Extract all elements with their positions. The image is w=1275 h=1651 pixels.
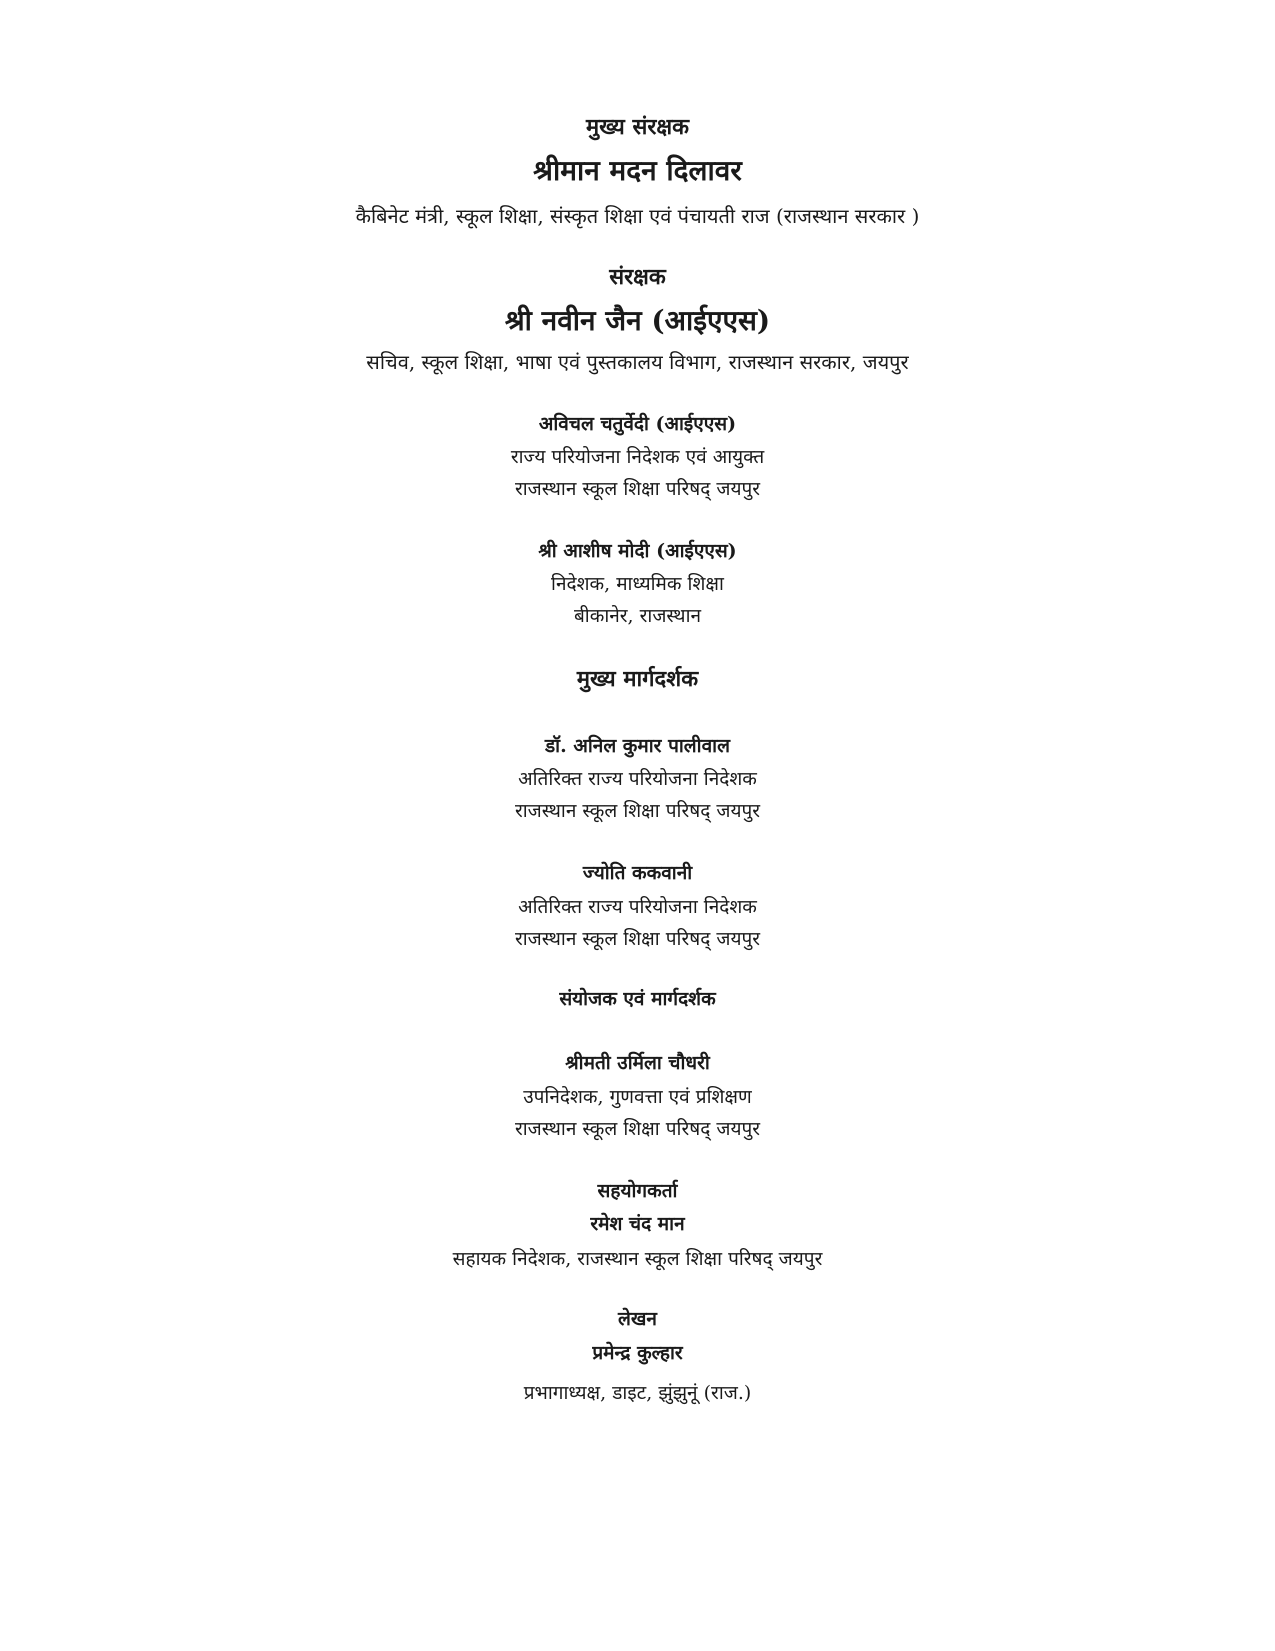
official-name: श्री आशीष मोदी (आईएएस) xyxy=(538,540,737,562)
official-name: अविचल चतुर्वेदी (आईएएस) xyxy=(538,413,737,435)
official-line: राजस्थान स्कूल शिक्षा परिषद् जयपुर xyxy=(514,478,761,500)
patron-designation: सचिव, स्कूल शिक्षा, भाषा एवं पुस्तकालय विभाग, राजस्थान सरकार, जयपुर xyxy=(366,350,909,374)
guide-line: राजस्थान स्कूल शिक्षा परिषद् जयपुर xyxy=(514,800,761,822)
convener-line: राजस्थान स्कूल शिक्षा परिषद् जयपुर xyxy=(514,1118,761,1140)
collaborator-designation: सहायक निदेशक, राजस्थान स्कूल शिक्षा परिषद् जयपुर xyxy=(452,1248,823,1270)
patron-name: श्री नवीन जैन (आईएएस) xyxy=(504,304,771,337)
author-designation: प्रभागाध्यक्ष, डाइट, झुंझुनूं (राज.) xyxy=(523,1382,752,1404)
guide-line: अतिरिक्त राज्य परियोजना निदेशक xyxy=(518,896,757,918)
official-line: निदेशक, माध्यमिक शिक्षा xyxy=(551,573,724,595)
guide-line: अतिरिक्त राज्य परियोजना निदेशक xyxy=(518,768,757,790)
convener-name: श्रीमती उर्मिला चौधरी xyxy=(565,1052,710,1074)
convener-heading: संयोजक एवं मार्गदर्शक xyxy=(559,988,716,1010)
guide-line: राजस्थान स्कूल शिक्षा परिषद् जयपुर xyxy=(514,928,761,950)
chief-patron-heading: मुख्य संरक्षक xyxy=(586,114,689,140)
chief-patron-designation: कैबिनेट मंत्री, स्कूल शिक्षा, संस्कृत शिक्षा एवं पंचायती राज (राजस्थान सरकार ) xyxy=(355,204,920,228)
official-line: राज्य परियोजना निदेशक एवं आयुक्त xyxy=(510,446,765,468)
convener-line: उपनिदेशक, गुणवत्ता एवं प्रशिक्षण xyxy=(523,1086,752,1108)
official-line: बीकानेर, राजस्थान xyxy=(573,605,702,627)
collaborator-name: रमेश चंद मान xyxy=(590,1213,685,1235)
chief-guides-heading: मुख्य मार्गदर्शक xyxy=(576,666,699,692)
collaborator-heading: सहयोगकर्ता xyxy=(597,1180,678,1202)
patron-heading: संरक्षक xyxy=(609,264,666,290)
guide-name: डॉ. अनिल कुमार पालीवाल xyxy=(545,735,730,757)
author-heading: लेखन xyxy=(618,1308,657,1330)
guide-name: ज्योति ककवानी xyxy=(582,862,693,884)
author-name: प्रमेन्द्र कुल्हार xyxy=(592,1342,683,1364)
chief-patron-name: श्रीमान मदन दिलावर xyxy=(533,154,742,187)
